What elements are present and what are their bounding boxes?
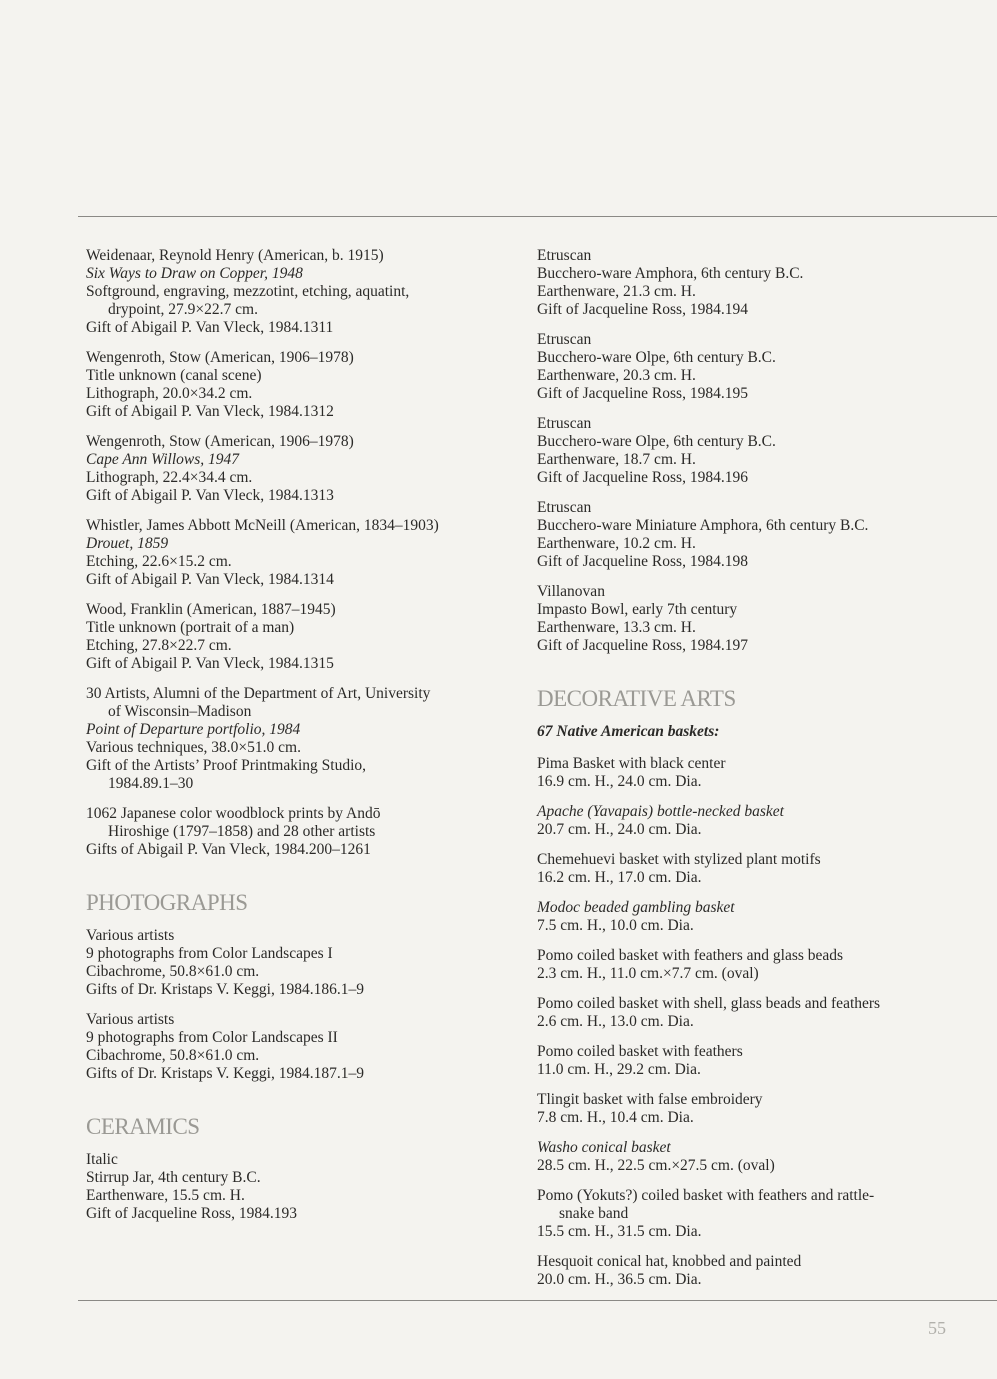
entry-line: Wood, Franklin (American, 1887–1945) [86,601,336,618]
entry-line: Gift of Abigail P. Van Vleck, 1984.1311 [86,319,334,336]
entry-line: Various artists [86,1011,175,1028]
entry-line: Earthenware, 10.2 cm. H. [537,535,696,552]
entry-line: Softground, engraving, mezzotint, etching, aquatint, [86,283,410,300]
catalog-entry [537,899,977,935]
entry-line: Italic [86,1151,118,1168]
catalog-entry [537,851,977,887]
entry-line: Pima Basket with black center [537,755,726,772]
entry-line: drypoint, 27.9×22.7 cm. [108,301,258,318]
catalog-entry [86,1011,516,1083]
catalog-entry [537,1091,977,1127]
entry-line: Pomo coiled basket with feathers and glass beads [537,947,844,964]
entry-line: 1062 Japanese color woodblock prints by Andō [86,805,381,822]
entry-title: Point of Departure portfolio, 1984 [86,721,301,738]
entry-line: Villanovan [537,583,605,600]
entry-line: Gift of Jacqueline Ross, 1984.198 [537,553,748,570]
entry-line: Gift of Jacqueline Ross, 1984.193 [86,1205,297,1222]
entry-line: 30 Artists, Alumni of the Department of Art, University [86,685,431,702]
entry-line: 9 photographs from Color Landscapes II [86,1029,338,1046]
right-column [537,247,977,1301]
entry-line: 20.0 cm. H., 36.5 cm. Dia. [537,1271,702,1288]
catalog-entry [86,517,516,589]
entry-title: Modoc beaded gambling basket [537,899,735,916]
entry-line: Hesquoit conical hat, knobbed and painted [537,1253,802,1270]
entry-line: Etruscan [537,331,592,348]
entry-line: 20.7 cm. H., 24.0 cm. Dia. [537,821,702,838]
catalog-entry [86,927,516,999]
catalog-entry [86,433,516,505]
entry-line: of Wisconsin–Madison [108,703,252,720]
catalog-entry [537,1043,977,1079]
entry-title: Cape Ann Willows, 1947 [86,451,240,468]
entry-line: Earthenware, 13.3 cm. H. [537,619,696,636]
entry-line: 9 photographs from Color Landscapes I [86,945,333,962]
entry-line: Bucchero-ware Miniature Amphora, 6th century B.C. [537,517,869,534]
entry-line: snake band [559,1205,629,1222]
entry-title: Six Ways to Draw on Copper, 1948 [86,265,303,282]
entry-line: Etching, 27.8×22.7 cm. [86,637,232,654]
entry-line: 2.6 cm. H., 13.0 cm. Dia. [537,1013,694,1030]
entry-line: Hiroshige (1797–1858) and 28 other artists [108,823,376,840]
left-column [86,247,516,1235]
entry-line: Gift of Abigail P. Van Vleck, 1984.1313 [86,487,334,504]
entry-line: Title unknown (canal scene) [86,367,262,384]
entry-line: Title unknown (portrait of a man) [86,619,295,636]
entry-line: Gift of Abigail P. Van Vleck, 1984.1315 [86,655,334,672]
section-heading-photographs: PHOTOGRAPHS [86,890,248,915]
entry-line: Earthenware, 21.3 cm. H. [537,283,696,300]
catalog-entry [86,805,516,859]
entry-line: Whistler, James Abbott McNeill (American, 1834–1903) [86,517,439,534]
entry-line: 11.0 cm. H., 29.2 cm. Dia. [537,1061,701,1078]
catalog-entry [86,601,516,673]
entry-line: Lithograph, 20.0×34.2 cm. [86,385,253,402]
entry-line: 1984.89.1–30 [108,775,194,792]
entry-line: Gifts of Abigail P. Van Vleck, 1984.200–1261 [86,841,371,858]
entry-line: Tlingit basket with false embroidery [537,1091,763,1108]
catalog-entry [86,247,516,337]
entry-line: Chemehuevi basket with stylized plant motifs [537,851,821,868]
entry-line: Lithograph, 22.4×34.4 cm. [86,469,253,486]
catalog-entry [86,685,516,793]
entry-title: Washo conical basket [537,1139,671,1156]
entry-line: Bucchero-ware Olpe, 6th century B.C. [537,349,776,366]
entry-line: Earthenware, 15.5 cm. H. [86,1187,245,1204]
entry-line: Impasto Bowl, early 7th century [537,601,738,618]
entry-line: Various techniques, 38.0×51.0 cm. [86,739,301,756]
entry-line: Various artists [86,927,175,944]
catalog-entry [537,331,977,403]
entry-line: Cibachrome, 50.8×61.0 cm. [86,963,260,980]
entry-line: Bucchero-ware Amphora, 6th century B.C. [537,265,804,282]
page-number: 55 [928,1318,946,1338]
entry-line: 28.5 cm. H., 22.5 cm.×27.5 cm. (oval) [537,1157,775,1174]
catalog-entry [537,1139,977,1175]
entry-title: Drouet, 1859 [86,535,169,552]
entry-line: 15.5 cm. H., 31.5 cm. Dia. [537,1223,702,1240]
catalog-entry [537,499,977,571]
catalog-entry [537,755,977,791]
catalog-entry [537,1253,977,1289]
entry-line: Gifts of Dr. Kristaps V. Keggi, 1984.186.1–9 [86,981,364,998]
entry-line: Pomo (Yokuts?) coiled basket with feathers and rattle- [537,1187,875,1204]
catalog-entry [537,947,977,983]
entry-line: Gift of Jacqueline Ross, 1984.197 [537,637,748,654]
entry-line: Gift of Jacqueline Ross, 1984.195 [537,385,748,402]
catalog-entry [86,349,516,421]
catalog-entry [86,1151,516,1223]
entry-line: Wengenroth, Stow (American, 1906–1978) [86,349,354,366]
entry-line: Etching, 22.6×15.2 cm. [86,553,232,570]
entry-title: Apache (Yavapais) bottle-necked basket [537,803,784,820]
entry-line: Gift of Jacqueline Ross, 1984.196 [537,469,748,486]
catalog-entry [537,247,977,319]
entry-line: 16.9 cm. H., 24.0 cm. Dia. [537,773,702,790]
entry-line: Wengenroth, Stow (American, 1906–1978) [86,433,354,450]
subheading-baskets: 67 Native American baskets: [537,723,720,740]
entry-line: Gift of Abigail P. Van Vleck, 1984.1314 [86,571,334,588]
entry-line: Pomo coiled basket with feathers [537,1043,743,1060]
entry-line: Etruscan [537,415,592,432]
entry-line: Earthenware, 18.7 cm. H. [537,451,696,468]
section-heading-ceramics: CERAMICS [86,1114,200,1139]
entry-line: Gift of the Artists’ Proof Printmaking Studio, [86,757,366,774]
entry-line: Etruscan [537,499,592,516]
catalog-entry [537,995,977,1031]
catalog-entry [537,1187,977,1241]
catalog-entry [537,415,977,487]
entry-line: Bucchero-ware Olpe, 6th century B.C. [537,433,776,450]
entry-line: Weidenaar, Reynold Henry (American, b. 1915) [86,247,384,264]
entry-line: 7.8 cm. H., 10.4 cm. Dia. [537,1109,694,1126]
entry-line: Stirrup Jar, 4th century B.C. [86,1169,261,1186]
entry-line: Cibachrome, 50.8×61.0 cm. [86,1047,260,1064]
entry-line: 16.2 cm. H., 17.0 cm. Dia. [537,869,702,886]
entry-line: Gift of Jacqueline Ross, 1984.194 [537,301,748,318]
entry-line: Gifts of Dr. Kristaps V. Keggi, 1984.187.1–9 [86,1065,364,1082]
section-heading-decorative-arts: DECORATIVE ARTS [537,686,736,711]
entry-line: 7.5 cm. H., 10.0 cm. Dia. [537,917,694,934]
catalog-entry [537,803,977,839]
entry-line: 2.3 cm. H., 11.0 cm.×7.7 cm. (oval) [537,965,759,982]
top-rule [78,216,997,217]
entry-line: Pomo coiled basket with shell, glass beads and feathers [537,995,881,1012]
bottom-rule [78,1300,997,1301]
entry-line: Earthenware, 20.3 cm. H. [537,367,696,384]
entry-line: Etruscan [537,247,592,264]
entry-line: Gift of Abigail P. Van Vleck, 1984.1312 [86,403,334,420]
catalog-entry [537,583,977,655]
